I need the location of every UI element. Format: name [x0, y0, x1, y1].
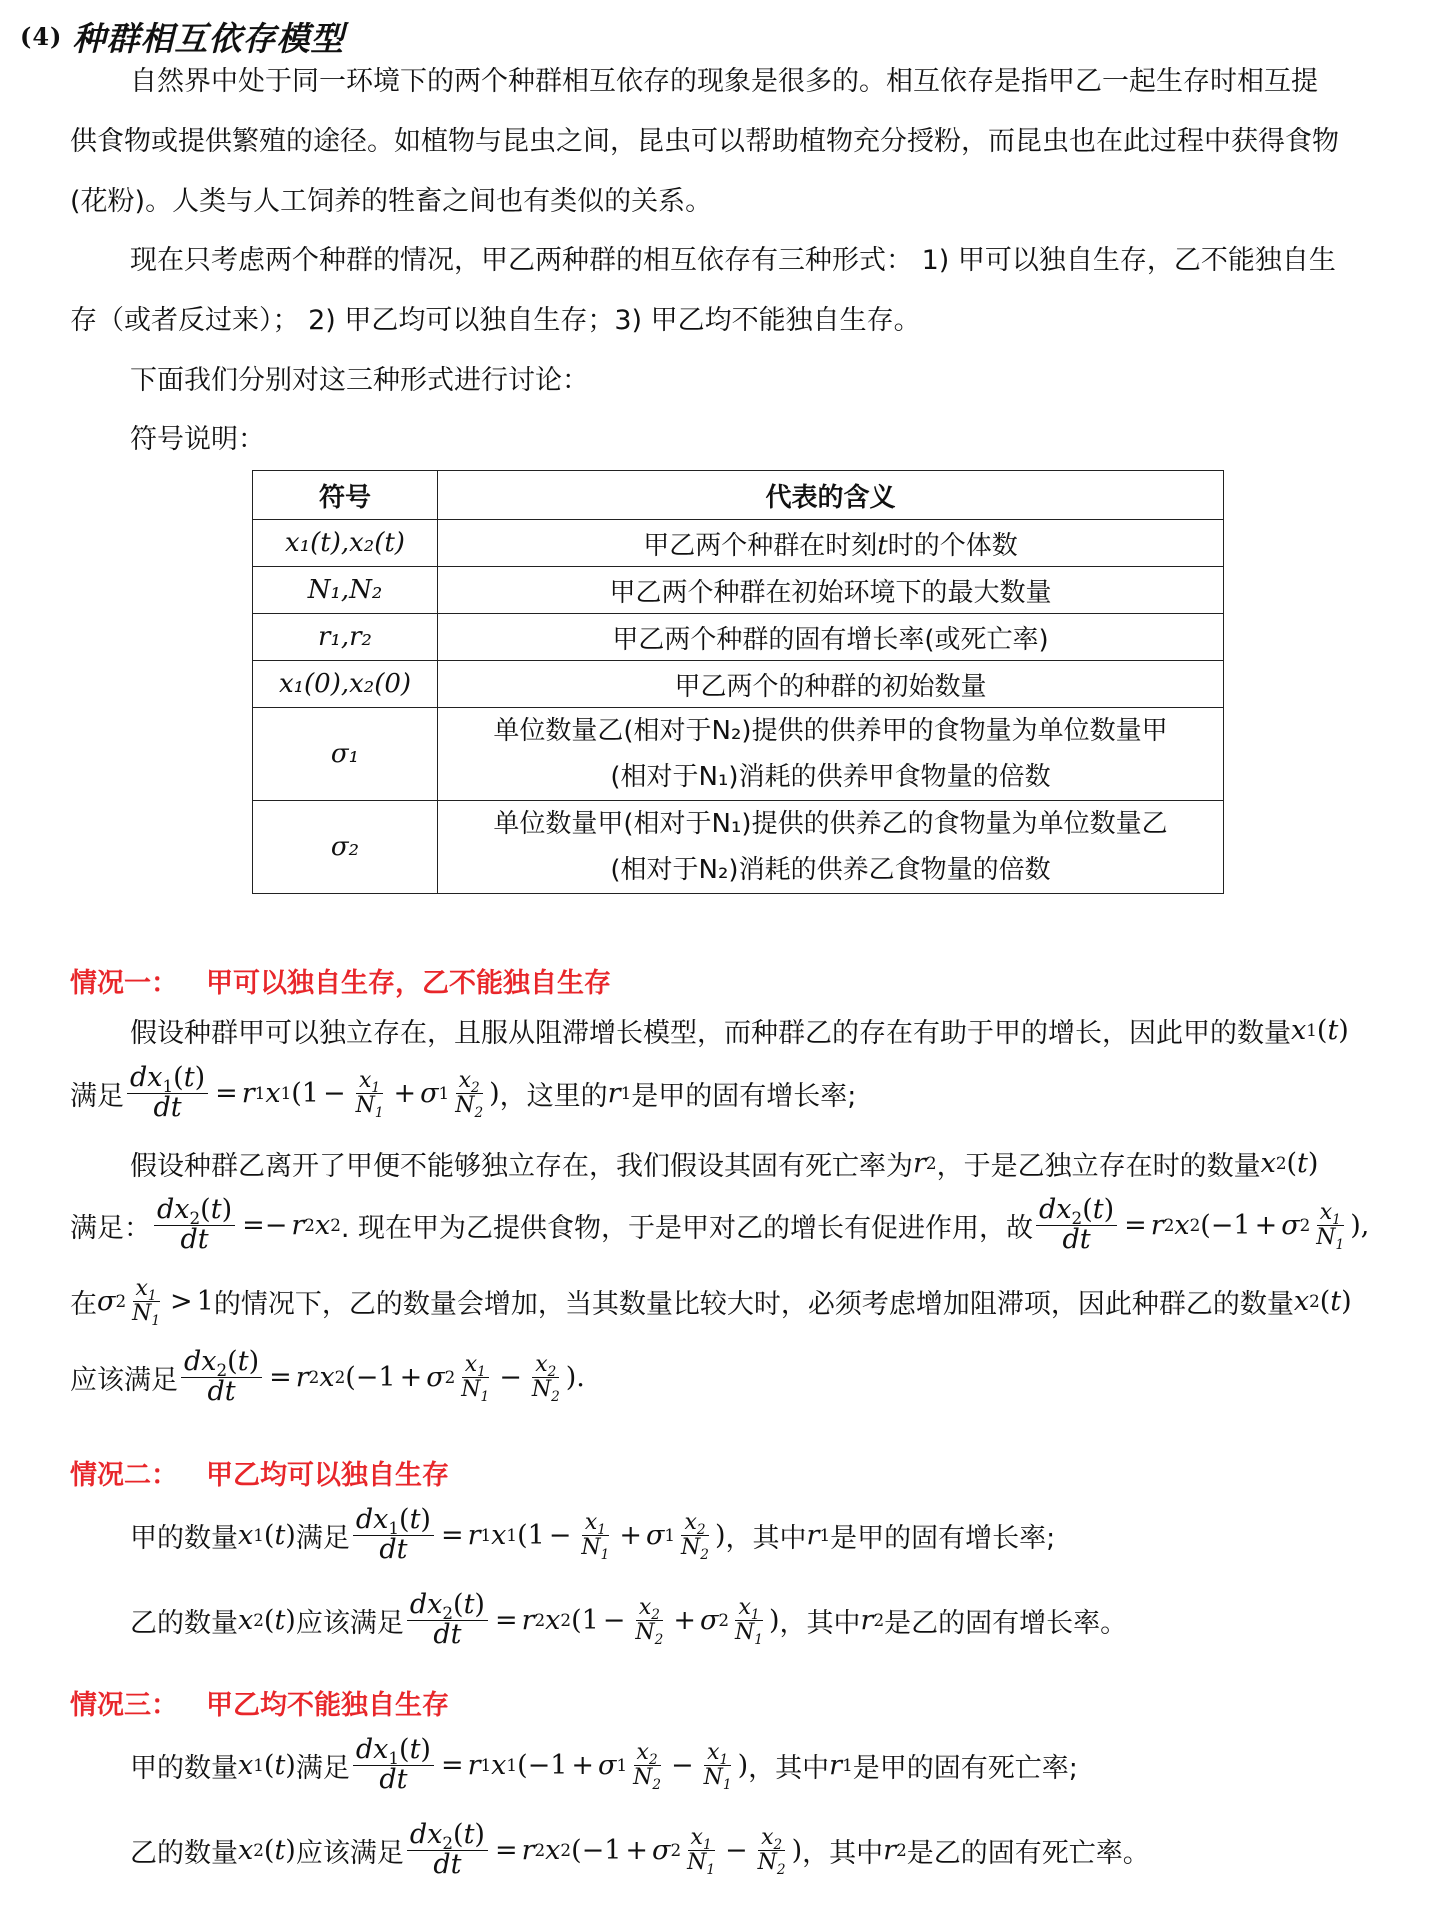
meaning-var: t — [877, 530, 888, 561]
case3-text: ，其中 — [802, 1837, 884, 1869]
symbol-cell: r₁,r₂ — [253, 614, 438, 661]
case1-line4 — [70, 1190, 1369, 1260]
case1-text: 假设种群乙离开了甲便不能够独立存在，我们假设其固有死亡率为 — [130, 1150, 913, 1182]
meaning-cell: 甲乙两个种群在初始环境下的最大数量 — [438, 567, 1224, 614]
meaning-cell — [438, 801, 1224, 894]
case1-text: 满足 — [70, 1080, 124, 1112]
symbol-cell: σ₁ — [253, 708, 438, 801]
case1-line3: 假设种群乙离开了甲便不能够独立存在，我们假设其固有死亡率为 r 2 ，于是乙独立存在时的数量 x 2 ( t ) — [130, 1133, 1318, 1193]
case2-title: 甲乙均可以独自生存 — [206, 1459, 449, 1491]
meaning-line: (相对于N₁)消耗的供养甲食物量的倍数 — [610, 762, 1051, 792]
symbol-cell: σ₂ — [253, 801, 438, 894]
case1-text: . 现在甲为乙提供食物，于是甲对乙的增长有促进作用，故 — [340, 1212, 1034, 1244]
case3-title: 甲乙均不能独自生存 — [206, 1689, 449, 1721]
case1-label: 情况一： — [70, 967, 178, 999]
intro-p3: 下面我们分别对这三种形式进行讨论： — [130, 364, 589, 396]
case2-text: 应该满足 — [295, 1607, 404, 1639]
case3-label: 情况三： — [70, 1689, 178, 1721]
case1-eq3: $\frac{dx_2(t)}{dt}$ = r 2 x 2 (−1 + σ 2 $\frac{x_1}{N_1}$ ), — [1033, 1196, 1369, 1254]
case1-text: 是甲的固有增长率; — [631, 1080, 857, 1112]
case1-text: 在 — [70, 1288, 97, 1320]
case1-eq1: $\frac{dx_1(t)}{dt}$ = r 1 x 1 (1 − $\frac{x_1}{N_1}$ + σ 1 $\frac{x_2}{N_2}$ ) — [124, 1064, 500, 1122]
header-meaning: 代表的含义 — [438, 471, 1224, 520]
symbol-cell: x₁(0),x₂(0) — [253, 661, 438, 708]
case3-text: 是甲的固有死亡率; — [852, 1752, 1078, 1784]
intro-p1-line1: 自然界中处于同一环境下的两个种群相互依存的现象是很多的。相互依存是指甲乙一起生存时相互提 — [130, 65, 1318, 97]
symbol-cell: N₁,N₂ — [253, 567, 438, 614]
case1-text: 的情况下，乙的数量会增加，当其数量比较大时，必须考虑增加阻滞项，因此种群乙的数量 — [213, 1288, 1294, 1320]
case2-line2: 乙的数量 x 2 ( t ) 应该满足 $\frac{dx_2(t)}{dt}$ = r 2 x 2 (1 − $\frac{x_2}{N_2}$ + σ 2 $\frac{x_1}{N_1}$ ) ，其中 r 2 是乙的固有增长率。 — [130, 1589, 1128, 1650]
intro-p1-line3: (花粉)。人类与人工饲养的牲畜之间也有类似的关系。 — [70, 185, 713, 217]
case1-line2: 满足 $\frac{dx_1(t)}{dt}$ = r 1 x 1 (1 − $\frac{x_1}{N_1}$ + σ 1 $\frac{x_2}{N_2}$ ) ，这里的 r 1 是甲的固有增长率; — [70, 1062, 857, 1123]
case1-heading — [70, 955, 611, 1005]
case3-line2: 乙的数量 x 2 ( t ) 应该满足 $\frac{dx_2(t)}{dt}$ = r 2 x 2 (−1 + σ 2 $\frac{x_1}{N_1}$ − $\frac{x_2}{N_2}$ ) ，其中 r 2 是乙的固有死亡率。 — [130, 1819, 1150, 1880]
case2-label: 情况二： — [70, 1459, 178, 1491]
case1-text: ，于是乙独立存在时的数量 — [936, 1150, 1261, 1182]
table-row — [253, 661, 1224, 708]
case3-eq1: $\frac{dx_1(t)}{dt}$ = r 1 x 1 (−1 + σ 1 $\frac{x_2}{N_2}$ − $\frac{x_1}{N_1}$ ) — [350, 1736, 748, 1794]
case1-text: 假设种群甲可以独立存在，且服从阻滞增长模型，而种群乙的存在有助于甲的增长，因此甲的数量 — [130, 1017, 1291, 1049]
symbol-cell: x₁(t),x₂(t) — [253, 520, 438, 567]
case3-text: 应该满足 — [295, 1837, 404, 1869]
case1-title: 甲可以独自生存，乙不能独自生存 — [206, 967, 611, 999]
table-row — [253, 708, 1224, 801]
case1-text: ，这里的 — [499, 1080, 608, 1112]
case2-text: 是甲的固有增长率; — [830, 1522, 1056, 1554]
case2-text: ，其中 — [779, 1607, 861, 1639]
case2-text: 是乙的固有增长率。 — [884, 1607, 1128, 1639]
case1-line1: 假设种群甲可以独立存在，且服从阻滞增长模型，而种群乙的存在有助于甲的增长，因此甲的数量 x 1 ( t ) — [130, 1000, 1349, 1060]
case3-text: 满足 — [295, 1752, 350, 1784]
case2-text: 满足 — [295, 1522, 350, 1554]
table-row — [253, 614, 1224, 661]
meaning-cell — [438, 708, 1224, 801]
meaning-cell — [438, 520, 1224, 567]
intro-p4: 符号说明： — [130, 423, 265, 455]
case3-eq2: $\frac{dx_2(t)}{dt}$ = r 2 x 2 (−1 + σ 2 $\frac{x_1}{N_1}$ − $\frac{x_2}{N_2}$ ) — [404, 1821, 802, 1879]
meaning-cell: 甲乙两个的种群的初始数量 — [438, 661, 1224, 708]
table-row — [253, 801, 1224, 894]
case2-text: 甲的数量 — [130, 1522, 238, 1554]
case1-text: 满足： — [70, 1212, 151, 1244]
case1-line5: 在 σ 2 $\frac{x_1}{N_1}$ > 1 的情况下，乙的数量会增加，当其数量比较大时，必须考虑增加阻滞项，因此种群乙的数量 x 2 ( t ) — [70, 1276, 1352, 1329]
section-number: (4) — [20, 21, 63, 51]
header-symbol: 符号 — [253, 471, 438, 520]
case3-heading — [70, 1677, 449, 1727]
case2-line1: 甲的数量 x 1 ( t ) 满足 $\frac{dx_1(t)}{dt}$ = r 1 x 1 (1 − $\frac{x_1}{N_1}$ + σ 1 $\frac{x_2}{N_2}$ ) ，其中 r 1 是甲的固有增长率; — [130, 1504, 1056, 1565]
meaning-cell: 甲乙两个种群的固有增长率(或死亡率) — [438, 614, 1224, 661]
table-row — [253, 567, 1224, 614]
table-row — [253, 520, 1224, 567]
meaning-text: 时的个体数 — [887, 530, 1018, 561]
case1-line6 — [70, 1342, 585, 1412]
meaning-line: 单位数量乙(相对于N₂)提供的供养甲的食物量为单位数量甲 — [493, 716, 1168, 746]
case3-text: ，其中 — [748, 1752, 830, 1784]
case1-eq4: $\frac{dx_2(t)}{dt}$ = r 2 x 2 (−1 + σ 2 $\frac{x_1}{N_1}$ − $\frac{x_2}{N_2}$ ). — [178, 1348, 585, 1406]
case3-line1: 甲的数量 x 1 ( t ) 满足 $\frac{dx_1(t)}{dt}$ = r 1 x 1 (−1 + σ 1 $\frac{x_2}{N_2}$ − $\frac{x_1}{N_1}$ ) ，其中 r 1 是甲的固有死亡率; — [130, 1734, 1078, 1795]
meaning-line: (相对于N₂)消耗的供养乙食物量的倍数 — [610, 855, 1051, 885]
case1-eq2: $\frac{dx_2(t)}{dt}$ =− r 2 x 2 — [151, 1196, 341, 1254]
case2-text: 乙的数量 — [130, 1607, 238, 1639]
symbol-table — [252, 470, 1224, 894]
intro-p1-line2: 供食物或提供繁殖的途径。如植物与昆虫之间，昆虫可以帮助植物充分授粉，而昆虫也在此过程中获得食物 — [70, 125, 1339, 157]
meaning-line: 单位数量甲(相对于N₁)提供的供养乙的食物量为单位数量乙 — [493, 809, 1168, 839]
case1-text: 应该满足 — [70, 1364, 178, 1396]
case2-heading — [70, 1447, 449, 1497]
case2-eq2: $\frac{dx_2(t)}{dt}$ = r 2 x 2 (1 − $\frac{x_2}{N_2}$ + σ 2 $\frac{x_1}{N_1}$ ) — [404, 1591, 780, 1649]
case3-text: 甲的数量 — [130, 1752, 238, 1784]
meaning-text: 甲乙两个种群在时刻 — [643, 530, 878, 561]
case2-eq1: $\frac{dx_1(t)}{dt}$ = r 1 x 1 (1 − $\frac{x_1}{N_1}$ + σ 1 $\frac{x_2}{N_2}$ ) — [350, 1506, 726, 1564]
table-header-row — [253, 471, 1224, 520]
case1-condition: σ 2 $\frac{x_1}{N_1}$ > 1 — [97, 1276, 214, 1329]
intro-p2-line1: 现在只考虑两个种群的情况，甲乙两种群的相互依存有三种形式： 1) 甲可以独自生存，乙不能独自生 — [130, 244, 1336, 276]
section-title-text: 种群相互依存模型 — [72, 18, 345, 58]
case2-text: ，其中 — [725, 1522, 807, 1554]
case3-text: 乙的数量 — [130, 1837, 238, 1869]
case3-text: 是乙的固有死亡率。 — [906, 1837, 1150, 1869]
intro-p2-line2: 存（或者反过来）； 2) 甲乙均可以独自生存；3) 甲乙均不能独自生存。 — [70, 304, 921, 336]
